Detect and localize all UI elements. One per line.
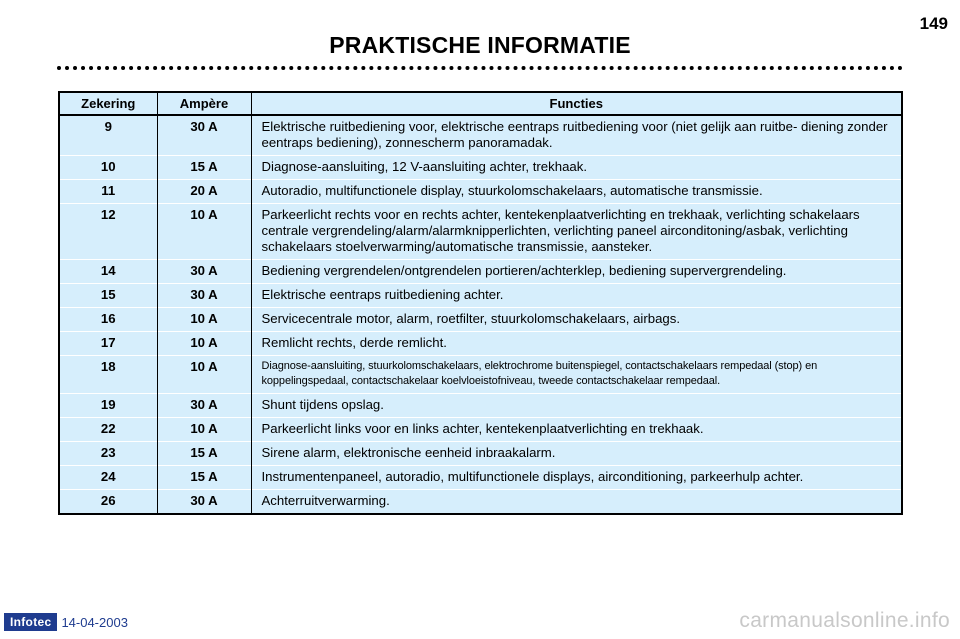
ampere-cell: 15 A [157,156,251,180]
table-row [59,284,902,308]
fuse-number-cell: 17 [59,332,157,356]
watermark: carmanualsonline.info [739,609,950,632]
fuse-number-cell: 23 [59,442,157,466]
ampere-cell: 10 A [157,308,251,332]
table-row [59,308,902,332]
ampere-cell: 30 A [157,260,251,284]
functions-cell: Elektrische eentraps ruitbediening achter. [251,284,902,308]
functions-cell: Bediening vergrendelen/ontgrendelen portieren/achterklep, bediening supervergrendeling. [251,260,902,284]
fuse-table [58,91,903,515]
ampere-cell: 30 A [157,115,251,156]
functions-cell: Sirene alarm, elektronische eenheid inbraakalarm. [251,442,902,466]
table-row [59,204,902,260]
ampere-cell: 10 A [157,332,251,356]
fuse-number-cell: 11 [59,180,157,204]
functions-cell: Elektrische ruitbediening voor, elektrische eentraps ruitbediening voor (niet gelijk aan ruitbe- diening zonder eentraps bediening), zonnescherm panoramadak. [251,115,902,156]
table-row [59,490,902,515]
fuse-number-cell: 18 [59,356,157,394]
column-header-fuse: Zekering [59,92,157,115]
title-divider [57,66,903,70]
ampere-cell: 15 A [157,466,251,490]
ampere-cell: 30 A [157,490,251,515]
fuse-number-cell: 10 [59,156,157,180]
table-row [59,332,902,356]
functions-cell: Autoradio, multifunctionele display, stuurkolomschakelaars, automatische transmissie. [251,180,902,204]
fuse-number-cell: 26 [59,490,157,515]
functions-cell: Shunt tijdens opslag. [251,394,902,418]
table-row [59,442,902,466]
fuse-table-body [59,115,902,514]
footer-date: 14-04-2003 [61,614,128,630]
fuse-number-cell: 16 [59,308,157,332]
table-row [59,466,902,490]
table-row [59,260,902,284]
functions-cell: Achterruitverwarming. [251,490,902,515]
functions-cell: Servicecentrale motor, alarm, roetfilter, stuurkolomschakelaars, airbags. [251,308,902,332]
ampere-cell: 10 A [157,418,251,442]
ampere-cell: 10 A [157,356,251,394]
fuse-number-cell: 24 [59,466,157,490]
infotec-logo: Infotec [4,613,57,631]
column-header-functions: Functies [251,92,902,115]
functions-cell: Instrumentenpaneel, autoradio, multifunctionele displays, airconditioning, parkeerhulp achter. [251,466,902,490]
fuse-number-cell: 15 [59,284,157,308]
table-row [59,156,902,180]
functions-cell: Parkeerlicht links voor en links achter, kentekenplaatverlichting en trekhaak. [251,418,902,442]
table-row [59,356,902,394]
page-title: PRAKTISCHE INFORMATIE [329,32,631,58]
footer [4,613,128,631]
ampere-cell: 10 A [157,204,251,260]
table-row [59,394,902,418]
page-number: 149 [919,14,948,33]
table-row [59,180,902,204]
column-header-ampere: Ampère [157,92,251,115]
table-row [59,418,902,442]
fuse-number-cell: 9 [104,119,112,134]
functions-cell: Parkeerlicht rechts voor en rechts achter, kentekenplaatverlichting en trekhaak, verlichting schakelaars centrale vergrendeling/alarm/alarmknipperlichten, verlichting paneel airconditoning/asbak, verlichting schakelaars stoelverwarming/automatische transmissie, aansteker. [251,204,902,260]
table-row [59,115,902,156]
fuse-number-cell: 22 [59,418,157,442]
fuse-number-cell: 14 [59,260,157,284]
functions-cell: Diagnose-aansluiting, 12 V-aansluiting achter, trekhaak. [251,156,902,180]
fuse-number-cell: 12 [59,204,157,260]
ampere-cell: 15 A [157,442,251,466]
fuse-number-cell: 19 [59,394,157,418]
ampere-cell: 20 A [157,180,251,204]
functions-cell: Diagnose-aansluiting, stuurkolomschakelaars, elektrochrome buitenspiegel, contactschakelaars rempedaal (stop) en koppelingspedaal, contactschakelaar koelvloeistofniveau, tweede contactschakelaar rempedaal. [251,356,902,394]
functions-cell: Remlicht rechts, derde remlicht. [251,332,902,356]
ampere-cell: 30 A [157,394,251,418]
ampere-cell: 30 A [157,284,251,308]
table-header-row [59,92,902,115]
